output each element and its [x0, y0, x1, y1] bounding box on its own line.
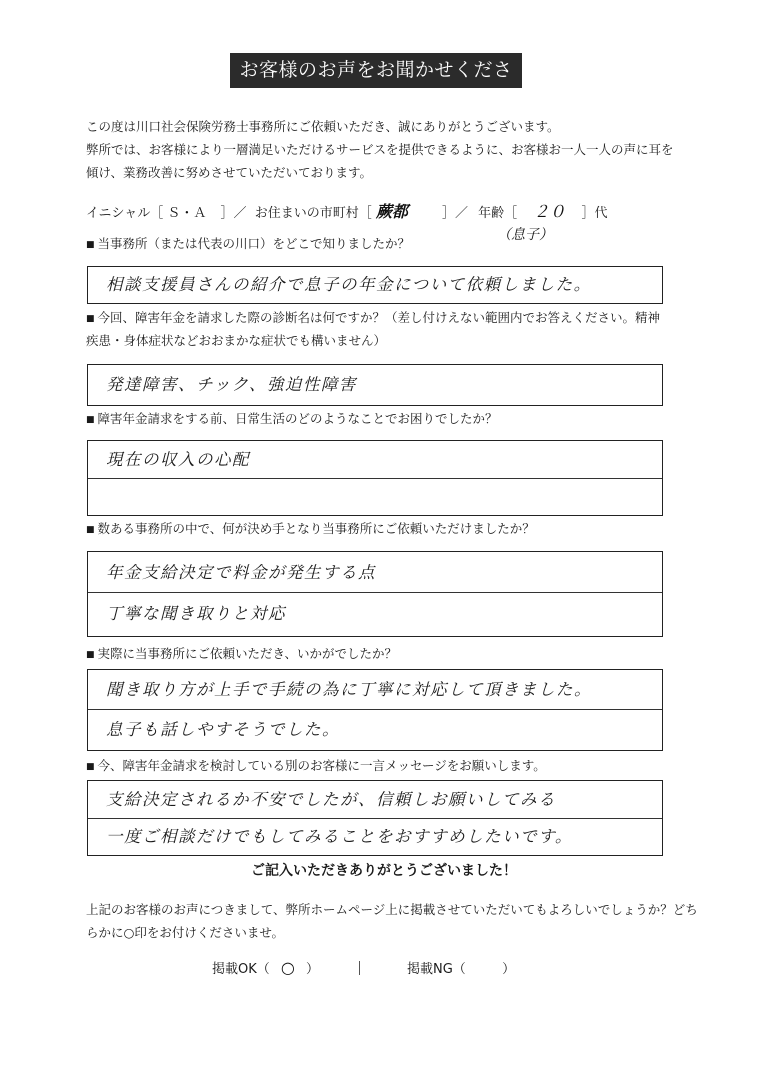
initial-value[interactable]: Ｓ・Ａ: [167, 206, 207, 221]
question-5: [86, 642, 397, 667]
footer-line: 上記のお客様のお声につきまして、弊所ホームページ上に掲載させていただいてもよろしいでしょうか？どち: [86, 902, 698, 917]
thanks-message: ご記入いただきありがとうございました！: [251, 863, 517, 879]
question-text: 数ある事務所の中で、何が決め手となり当事務所にご依頼いただけましたか？: [97, 521, 535, 536]
publication-request: [86, 898, 698, 944]
age-close: ］代: [581, 206, 608, 221]
page-title: お客様のお声をお聞かせください: [230, 53, 522, 88]
question-text: 今、障害年金請求を検討している別のお客様に一言メッセージをお願いします。: [97, 758, 546, 773]
bullet-icon: ■: [86, 415, 95, 425]
age-label: 年齢［: [478, 206, 518, 221]
question-1: [86, 232, 410, 257]
question-text: 実際に当事務所にご依頼いただき、いかがでしたか？: [97, 646, 398, 661]
answer-box-4[interactable]: [87, 551, 663, 637]
question-3: [86, 407, 498, 432]
answer-line: 発達障害、チック、強迫性障害: [106, 375, 357, 394]
publish-ng-label: 掲載NG（: [407, 962, 466, 977]
question-text: 当事務所（または代表の川口）をどこで知りましたか？: [97, 236, 411, 251]
question-6: [86, 754, 546, 779]
intro-line: この度は川口社会保険労務士事務所にご依頼いただき、誠にありがとうございます。: [86, 119, 560, 134]
answer-box-5[interactable]: [87, 669, 663, 751]
question-4: [86, 517, 535, 542]
answer-box-2[interactable]: [87, 364, 663, 406]
residence-close: ］／: [442, 206, 469, 221]
answer-line: 息子も話しやすそうでした。: [106, 720, 340, 739]
publish-ok-label: 掲載OK（: [212, 962, 270, 977]
answer-line: 丁寧な聞き取りと対応: [106, 604, 286, 623]
residence-label: お住まいの市町村［: [254, 206, 372, 221]
footer-line: らかに○印をお付けくださいませ。: [86, 925, 285, 940]
question-2: [86, 306, 660, 331]
question-text: 今回、障害年金を請求した際の診断名は何ですか？（差し付けえない範囲内でお答えください。精神: [97, 310, 661, 325]
bullet-icon: ■: [86, 650, 95, 660]
bullet-icon: ■: [86, 525, 95, 535]
age-note: （息子）: [497, 227, 553, 243]
question-text: 障害年金請求をする前、日常生活のどのようなことでお困りでしたか？: [97, 411, 498, 426]
publish-ok-mark[interactable]: ○: [280, 958, 295, 977]
answer-line: [88, 479, 662, 514]
publish-ng-option[interactable]: [407, 958, 515, 977]
answer-box-1[interactable]: [87, 266, 663, 304]
intro-line: 傾け、業務改善に努めさせていただいております。: [86, 165, 373, 180]
question-2-cont: 疾患・身体症状などおおまかな症状でも構いません）: [86, 333, 387, 348]
bullet-icon: ■: [86, 240, 95, 250]
answer-box-6[interactable]: [87, 780, 663, 856]
publish-ok-close: ）: [306, 962, 320, 977]
answer-line: 相談支援員さんの紹介で息子の年金について依頼しました。: [106, 275, 592, 294]
age-value[interactable]: ２０: [533, 202, 566, 221]
respondent-info: [86, 199, 607, 222]
residence-value[interactable]: 蕨都: [375, 202, 408, 221]
intro-line: 弊所では、お客様により一層満足いただけるサービスを提供できるように、お客様お一人一人の声に耳を: [86, 142, 674, 157]
initial-close: ］／: [220, 206, 247, 221]
bullet-icon: ■: [86, 314, 95, 324]
answer-box-3[interactable]: [87, 440, 663, 516]
answer-line: 一度ご相談だけでもしてみることをおすすめしたいです。: [106, 827, 573, 846]
intro-text: [86, 115, 686, 184]
answer-line: 聞き取り方が上手で手続の為に丁寧に対応して頂きました。: [88, 670, 662, 710]
option-divider: [359, 961, 360, 975]
bullet-icon: ■: [86, 762, 95, 772]
publish-ng-close: ）: [502, 962, 516, 977]
publish-ok-option[interactable]: [212, 958, 319, 977]
initial-label: イニシャル［: [86, 206, 164, 221]
answer-line: 現在の収入の心配: [88, 441, 662, 479]
answer-line: 年金支給決定で料金が発生する点: [88, 552, 662, 593]
answer-line: 支給決定されるか不安でしたが、信頼しお願いしてみる: [88, 781, 662, 819]
